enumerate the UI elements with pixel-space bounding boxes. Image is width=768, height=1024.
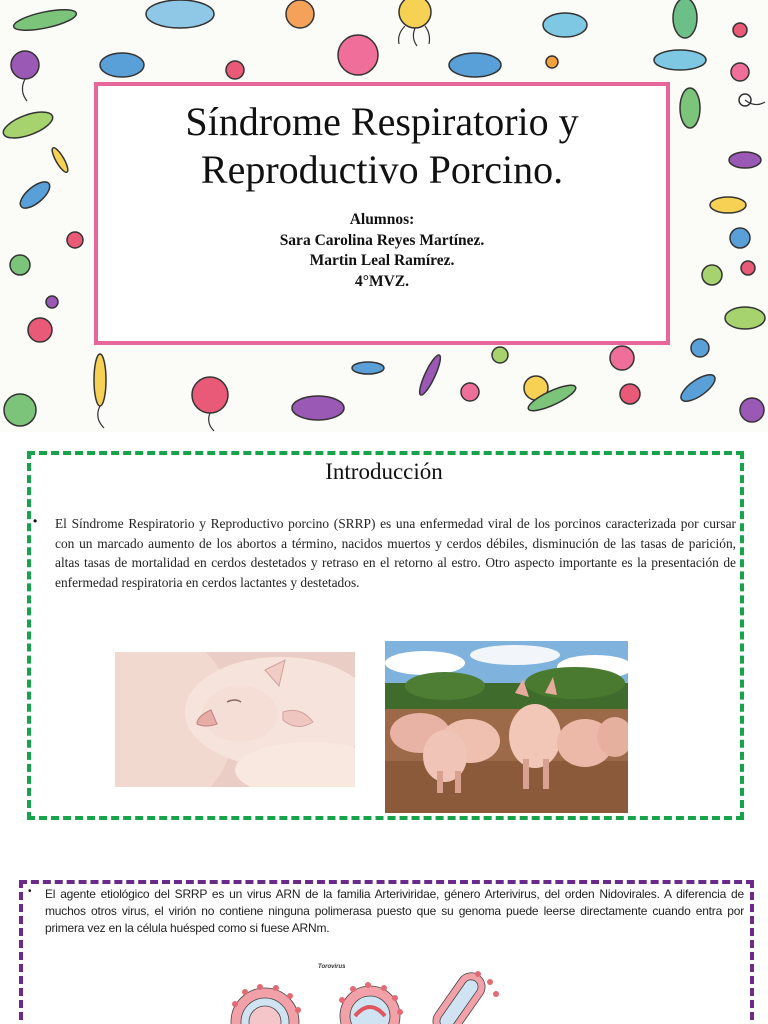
nursing-piglet-photo	[115, 652, 355, 787]
title-line-1: Síndrome Respiratorio y	[185, 99, 579, 144]
bullet-marker: •	[33, 514, 38, 528]
etiology-paragraph: El agente etiológico del SRRP es un virus ARN de la familia Arteriviridae, género Arterivirus, del orden Nidovirales. A diferencia de muchos otros virus, el virión no contiene ninguna polimerasa puesto que su genoma puede leerse directamente cuando entra por primera vez en la célula huésped como si fuese ARNm.	[45, 887, 744, 935]
bullet-marker: •	[28, 886, 32, 897]
pigs-in-field-photo	[385, 641, 628, 813]
students-block	[98, 210, 666, 292]
student-name-1: Sara Carolina Reyes Martínez.	[279, 231, 485, 249]
torovirus-label: Torovirus	[318, 964, 346, 970]
cover-slide	[0, 0, 768, 432]
introduction-heading: Introducción	[325, 459, 443, 484]
group-label: 4°MVZ.	[355, 272, 409, 290]
title-line-2: Reproductivo Porcino.	[200, 147, 564, 192]
etiology-slide	[0, 864, 768, 1024]
introduction-bullet-item	[33, 514, 736, 592]
slide-title	[98, 98, 666, 194]
virus-structure-diagram	[220, 964, 520, 1024]
students-label: Alumnos:	[349, 211, 415, 228]
etiology-bullet-item	[28, 886, 744, 937]
title-box	[94, 82, 670, 345]
introduction-paragraph: El Síndrome Respiratorio y Reproductivo porcino (SRRP) es una enfermedad viral de los porcinos caracterizada por cursar con un marcado aumento de los abortos a término, nacidos muertos y cerdos débiles, disminución de las tasas de parición, altas tasas de mortalidad en cerdos destetados y retraso en el retorno al estro. Otro aspecto importante es la presentación de enfermedad respiratoria en cerdos lactantes y destetados.	[55, 516, 736, 590]
student-name-2: Martin Leal Ramírez.	[309, 252, 455, 269]
introduction-slide	[0, 432, 768, 864]
